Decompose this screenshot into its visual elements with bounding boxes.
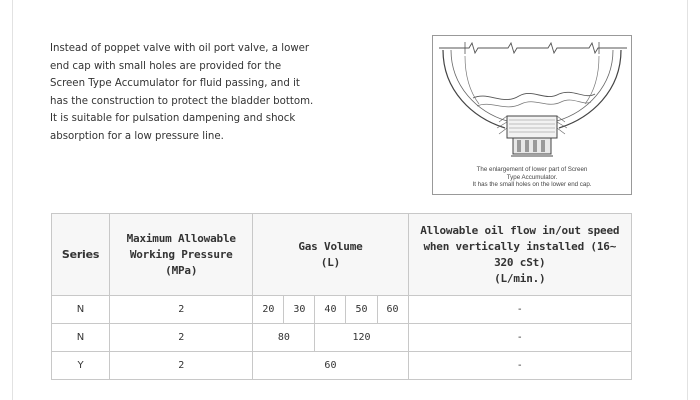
series-cell: N (52, 296, 110, 324)
flow-cell: - (408, 324, 631, 352)
caption-line: The enlargement of lower part of Screen (476, 166, 588, 173)
accumulator-figure (432, 35, 632, 195)
header-line: Allowable oil flow in/out speed (420, 223, 620, 237)
gas-volume-header (253, 214, 408, 296)
volume-cell: 60 (377, 296, 408, 324)
caption-line: Type Accumulator. (506, 173, 558, 181)
table-row (52, 352, 632, 380)
pressure-cell: 2 (110, 324, 253, 352)
header-line: when vertically installed (16~ (423, 239, 617, 253)
figure-caption (433, 166, 631, 189)
header-line: Working Pressure (129, 247, 233, 261)
intro-line: Screen Type Accumulator for fluid passing, and it (50, 78, 300, 90)
volume-cell: 50 (346, 296, 377, 324)
header-line: (L/min.) (494, 271, 546, 285)
intro-line: has the construction to protect the bladder bottom. (50, 95, 314, 107)
header-line: Gas Volume (298, 239, 363, 253)
volume-cell: 60 (253, 352, 408, 380)
series-header: Series (52, 214, 110, 296)
series-cell: N (52, 324, 110, 352)
pressure-header (110, 214, 253, 296)
intro-line: It is suitable for pulsation dampening and shock (50, 113, 296, 125)
series-cell: Y (52, 352, 110, 380)
intro-line: absorption for a low pressure line. (50, 130, 224, 142)
flow-cell: - (408, 352, 631, 380)
spec-table (51, 213, 632, 380)
volume-cell: 30 (284, 296, 315, 324)
intro-paragraph (50, 40, 330, 146)
header-line: (MPa) (165, 263, 198, 277)
header-line: (L) (320, 255, 341, 269)
header-line: Maximum Allowable (126, 231, 236, 245)
table-row (52, 296, 632, 324)
flow-header (408, 214, 631, 296)
intro-line: end cap with small holes are provided for the (50, 60, 282, 72)
volume-cell: 120 (315, 324, 408, 352)
header-line: 320 cSt) (494, 255, 546, 269)
intro-line: Instead of poppet valve with oil port valve, a lower (50, 43, 310, 54)
caption-line: It has the small holes on the lower end cap. (472, 181, 592, 189)
flow-cell: - (408, 296, 631, 324)
pressure-cell: 2 (110, 352, 253, 380)
volume-cell: 80 (253, 324, 315, 352)
volume-cell: 40 (315, 296, 346, 324)
pressure-cell: 2 (110, 296, 253, 324)
table-row (52, 324, 632, 352)
table-header-row (52, 214, 632, 296)
volume-cell: 20 (253, 296, 284, 324)
